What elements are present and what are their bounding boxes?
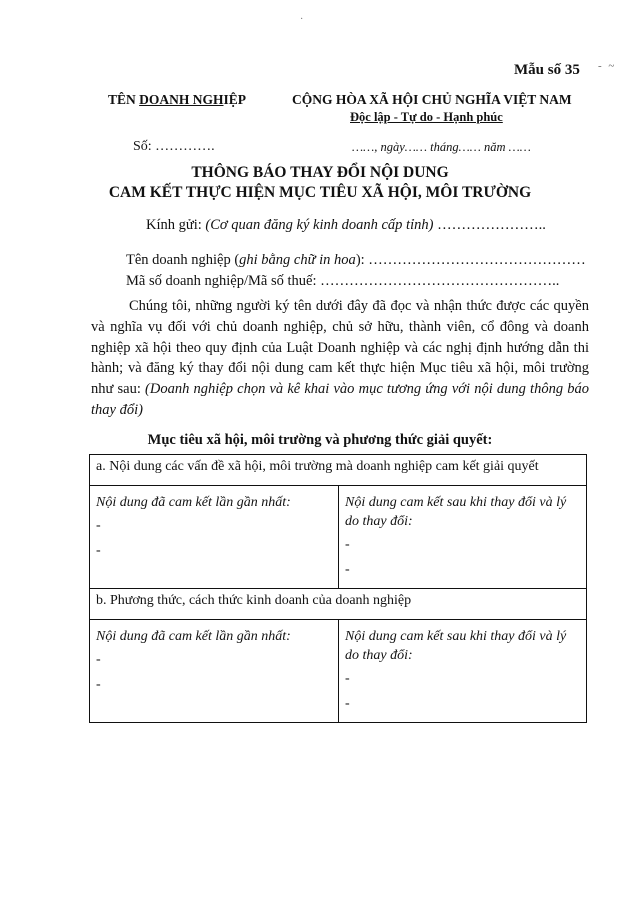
company-name-label: [108, 92, 246, 108]
top-dot-mark: ·: [300, 14, 304, 25]
company-label-underlined: DOANH NGH: [139, 92, 224, 107]
form-number: Mẫu số 35: [514, 62, 580, 78]
section-b-previous-dash-1: -: [96, 652, 101, 667]
section-b-new-cell: [339, 620, 587, 723]
section-b-new-dash-2: -: [345, 696, 350, 711]
section-b-heading: b. Phương thức, cách thức kinh doanh của doanh nghiệp: [90, 589, 587, 620]
document-number-line: Số: ………….: [133, 139, 215, 154]
section-a-previous-dash-2: -: [96, 543, 101, 558]
recipient-value: (Cơ quan đăng ký kinh doanh cấp tỉnh): [205, 217, 434, 233]
company-name-field: [126, 252, 586, 269]
section-b-previous-cell: [90, 620, 339, 723]
section-title: Mục tiêu xã hội, môi trường và phương thức giải quyết:: [147, 432, 493, 448]
commitment-table: [89, 454, 587, 723]
recipient-label: Kính gửi:: [146, 217, 206, 233]
section-b-new-dash-1: -: [345, 671, 350, 686]
corner-scan-mark: - ~: [598, 60, 617, 72]
section-a-new-dash-1: -: [345, 537, 350, 552]
company-label-post: IỆP: [223, 92, 247, 107]
document-title-line1: THÔNG BÁO THAY ĐỔI NỘI DUNG: [191, 164, 449, 181]
section-b-heading-row: [90, 589, 587, 620]
section-a-new-dash-2: -: [345, 562, 350, 577]
recipient-line: [146, 217, 546, 234]
recipient-dots: …………………..: [433, 217, 546, 233]
section-a-previous-dash-1: -: [96, 518, 101, 533]
section-b-previous-label: Nội dung đã cam kết lần gần nhất:: [96, 629, 291, 644]
section-a-previous-label: Nội dung đã cam kết lần gần nhất:: [96, 495, 291, 510]
section-a-new-label: Nội dung cam kết sau khi thay đổi và lý do thay đổi:: [345, 495, 567, 529]
section-a-new-cell: [339, 486, 587, 589]
section-a-previous-cell: [90, 486, 339, 589]
company-name-field-label: Tên doanh nghiệp (: [126, 252, 240, 268]
paragraph-body: Chúng tôi, những người ký tên dưới đây đã đọc và nhận thức được các quyền và nghĩa vụ đối với chủ doanh nghiệp, chủ sở hữu, thành viên, cổ đông và doanh nghiệp xã hội theo quy định của Luật Doanh nghiệp và các nghị định hướng dẫn thi hành; và đăng ký thay đổi nội dung cam kết thực hiện Mục tiêu xã hội, môi trường như sau:: [91, 298, 589, 398]
company-name-field-hint: ghi bằng chữ in hoa: [239, 252, 356, 268]
section-a-heading: a. Nội dung các vấn đề xã hội, môi trường mà doanh nghiệp cam kết giải quyết: [90, 455, 587, 486]
national-motto: Độc lập - Tự do - Hạnh phúc: [350, 110, 503, 124]
document-title-line2: CAM KẾT THỰC HIỆN MỤC TIÊU XÃ HỘI, MÔI TRƯỜNG: [108, 184, 532, 201]
paragraph-note: (Doanh nghiệp chọn và kê khai vào mục tương ứng với nội dung thông báo thay đổi): [91, 381, 589, 418]
republic-heading: CỘNG HÒA XÃ HỘI CHỦ NGHĨA VIỆT NAM: [292, 92, 572, 107]
tax-code-field-dots: …………………………………………..: [320, 273, 560, 289]
tax-code-field: [126, 273, 559, 290]
declaration-paragraph: [91, 296, 589, 421]
company-name-field-dots: ………………………………………: [368, 252, 586, 268]
section-a-heading-row: [90, 455, 587, 486]
tax-code-field-label: Mã số doanh nghiệp/Mã số thuế:: [126, 273, 321, 289]
company-name-field-close: ):: [355, 252, 369, 268]
section-b-new-label: Nội dung cam kết sau khi thay đổi và lý do thay đổi:: [345, 629, 567, 663]
date-line: ……, ngày…… tháng…… năm ……: [352, 140, 531, 154]
section-a-content-row: [90, 486, 587, 589]
company-label-pre: TÊN: [108, 92, 140, 107]
section-b-previous-dash-2: -: [96, 677, 101, 692]
section-b-content-row: [90, 620, 587, 723]
